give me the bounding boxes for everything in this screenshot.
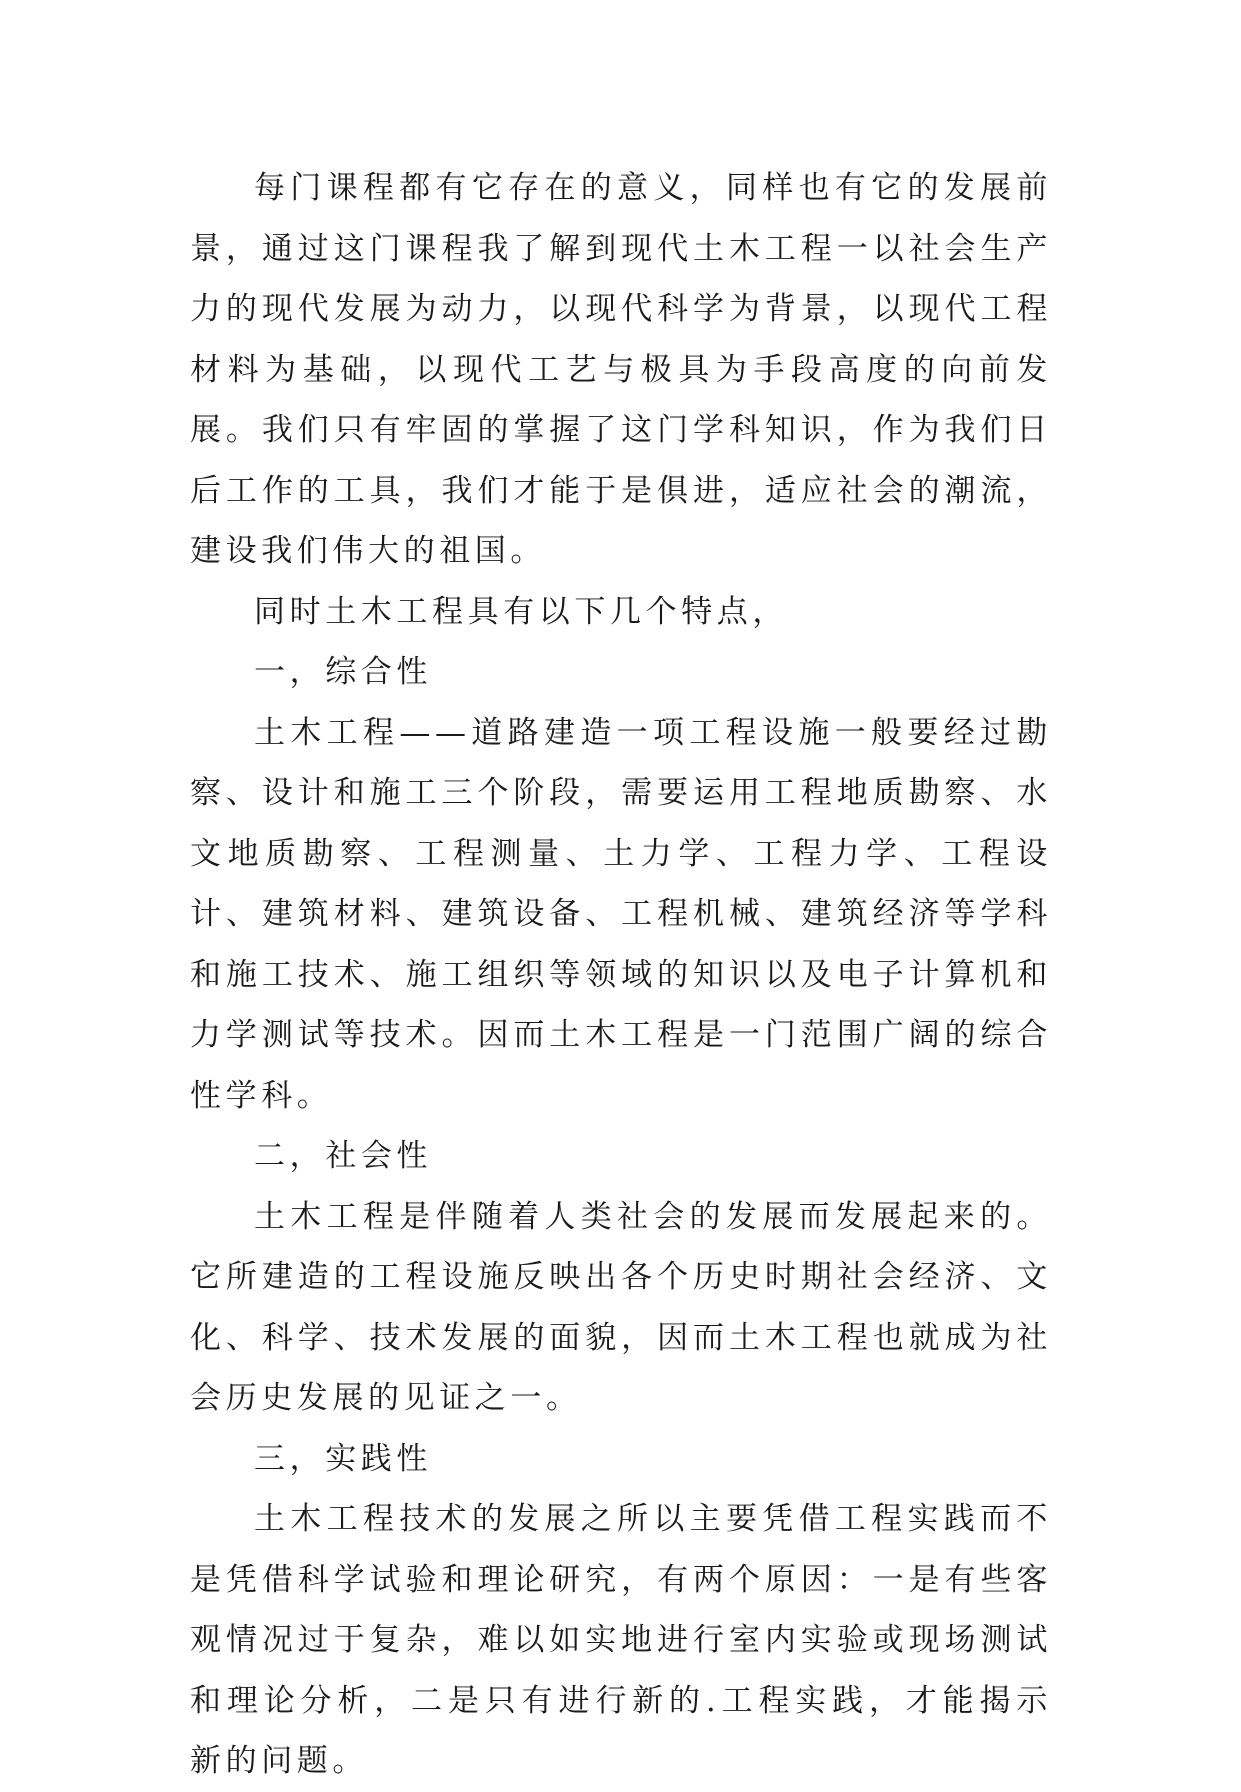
document-body bbox=[190, 158, 1052, 1792]
paragraph-social: 土木工程是伴随着人类社会的发展而发展起来的。它所建造的工程设施反映出各个历史时期社会经济、文化、科学、技术发展的面貌，因而土木工程也就成为社会历史发展的见证之一。 bbox=[190, 1198, 1052, 1416]
paragraph-comprehensive: 土木工程——道路建造一项工程设施一般要经过勘察、设计和施工三个阶段，需要运用工程地质勘察、水文地质勘察、工程测量、土力学、工程力学、工程设计、建筑材料、建筑设备、工程机械、建筑经济等学科和施工技术、施工组织等领域的知识以及电子计算机和力学测试等技术。因而土木工程是一门范围广阔的综合性学科。 bbox=[190, 714, 1052, 1114]
heading-practical: 三，实践性 bbox=[254, 1440, 432, 1477]
heading-social: 二，社会性 bbox=[254, 1138, 432, 1174]
paragraph-practical: 土木工程技术的发展之所以主要凭借工程实践而不是凭借科学试验和理论研究，有两个原因：一是有些客观情况过于复杂，难以如实地进行室内实验或现场测试和理论分析，二是只有进行新的.工程实践，才能揭示新的问题。 bbox=[190, 1501, 1052, 1779]
paragraph-intro: 每门课程都有它存在的意义，同样也有它的发展前景，通过这门课程我了解到现代土木工程一以社会生产力的现代发展为动力，以现代科学为背景，以现代工程材料为基础，以现代工艺与极具为手段高度的向前发展。我们只有牢固的掌握了这门学科知识，作为我们日后工作的工具，我们才能于是俱进，适应社会的潮流，建设我们伟大的祖国。 bbox=[190, 170, 1052, 569]
paragraph-features-lead: 同时土木工程具有以下几个特点， bbox=[254, 593, 788, 630]
heading-comprehensive: 一，综合性 bbox=[254, 654, 432, 690]
